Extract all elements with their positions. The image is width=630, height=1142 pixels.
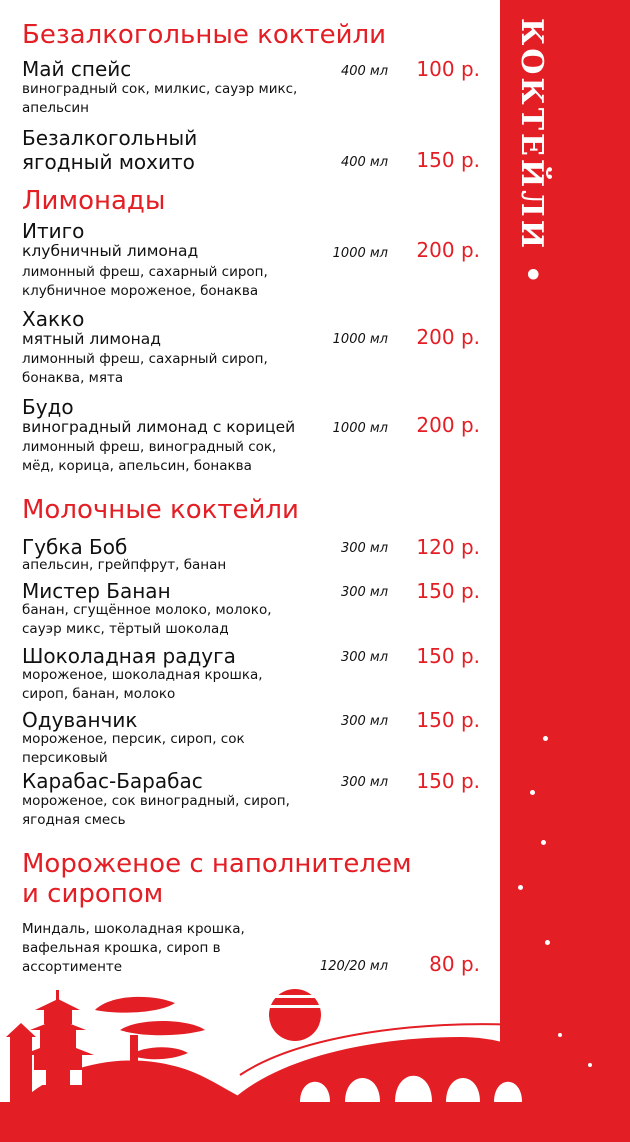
item-volume: 300 мл bbox=[340, 650, 388, 665]
section-title-milkshakes: Молочные коктейли bbox=[22, 495, 299, 525]
item-volume: 1000 мл bbox=[332, 332, 388, 347]
item-description: бонаква, мята bbox=[22, 370, 124, 386]
item-description: мятный лимонад bbox=[22, 330, 161, 348]
item-description: лимонный фреш, сахарный сироп, bbox=[22, 351, 268, 367]
item-description: лимонный фреш, сахарный сироп, bbox=[22, 264, 268, 280]
item-price: 80 р. bbox=[429, 952, 480, 976]
item-volume: 1000 мл bbox=[332, 246, 388, 261]
item-price: 150 р. bbox=[416, 769, 480, 793]
item-name: Одуванчик bbox=[22, 708, 138, 732]
item-price: 100 р. bbox=[416, 57, 480, 81]
decor-dot bbox=[545, 940, 550, 945]
item-description: апельсин, грейпфрут, банан bbox=[22, 557, 227, 573]
item-volume: 300 мл bbox=[340, 585, 388, 600]
item-price: 120 р. bbox=[416, 535, 480, 559]
item-price: 150 р. bbox=[416, 708, 480, 732]
item-description: Миндаль, шоколадная крошка, bbox=[22, 921, 245, 937]
item-name: Итиго bbox=[22, 219, 85, 243]
item-volume: 300 мл bbox=[340, 541, 388, 556]
landscape-illustration bbox=[0, 975, 630, 1142]
decor-dot bbox=[518, 885, 523, 890]
item-description: мороженое, персик, сироп, сок bbox=[22, 731, 245, 747]
item-name: Будо bbox=[22, 395, 74, 419]
item-price: 150 р. bbox=[416, 579, 480, 603]
item-name: Губка Боб bbox=[22, 535, 128, 559]
item-description: апельсин bbox=[22, 100, 90, 116]
item-price: 150 р. bbox=[416, 148, 480, 172]
decor-dot bbox=[541, 840, 546, 845]
section-title-icecream-line2: и сиропом bbox=[22, 879, 164, 909]
item-volume: 400 мл bbox=[340, 155, 388, 170]
item-price: 200 р. bbox=[416, 413, 480, 437]
item-volume: 300 мл bbox=[340, 714, 388, 729]
item-name: Карабас-Барабас bbox=[22, 769, 203, 793]
item-volume: 120/20 мл bbox=[320, 959, 388, 974]
item-description: клубничный лимонад bbox=[22, 242, 199, 260]
item-description: виноградный лимонад с корицей bbox=[22, 418, 296, 436]
item-description: ягодная смесь bbox=[22, 812, 126, 828]
item-price: 200 р. bbox=[416, 325, 480, 349]
item-name: Шоколадная радуга bbox=[22, 644, 236, 668]
section-title-lemonades: Лимонады bbox=[22, 186, 166, 216]
item-description: сауэр микс, тёртый шоколад bbox=[22, 621, 229, 637]
sidebar-title: КОКТЕЙЛИ • МОРОЖЕНОЕ bbox=[468, 18, 549, 293]
decor-dot bbox=[543, 736, 548, 741]
item-description: персиковый bbox=[22, 750, 108, 766]
item-description: лимонный фреш, виноградный сок, bbox=[22, 439, 277, 455]
item-description: банан, сгущённое молоко, молоко, bbox=[22, 602, 272, 618]
decor-dot bbox=[530, 790, 535, 795]
item-description: виноградный сок, милкис, сауэр микс, bbox=[22, 81, 298, 97]
item-description: сироп, банан, молоко bbox=[22, 686, 176, 702]
item-volume: 1000 мл bbox=[332, 421, 388, 436]
item-volume: 400 мл bbox=[340, 64, 388, 79]
item-price: 200 р. bbox=[416, 238, 480, 262]
section-title-nonalcoholic: Безалкогольные коктейли bbox=[22, 20, 386, 50]
item-name: Хакко bbox=[22, 307, 85, 331]
item-name: Безалкогольный bbox=[22, 126, 198, 150]
item-description: клубничное мороженое, бонаква bbox=[22, 283, 259, 299]
item-price: 150 р. bbox=[416, 644, 480, 668]
item-description: ассортименте bbox=[22, 959, 123, 975]
item-name: ягодный мохито bbox=[22, 150, 195, 174]
item-description: мёд, корица, апельсин, бонаква bbox=[22, 458, 252, 474]
section-title-icecream: Мороженое с наполнителем bbox=[22, 849, 412, 879]
item-name: Май спейс bbox=[22, 57, 132, 81]
item-description: вафельная крошка, сироп в bbox=[22, 940, 221, 956]
item-name: Мистер Банан bbox=[22, 579, 171, 603]
item-volume: 300 мл bbox=[340, 775, 388, 790]
item-description: мороженое, сок виноградный, сироп, bbox=[22, 793, 290, 809]
item-description: мороженое, шоколадная крошка, bbox=[22, 667, 263, 683]
